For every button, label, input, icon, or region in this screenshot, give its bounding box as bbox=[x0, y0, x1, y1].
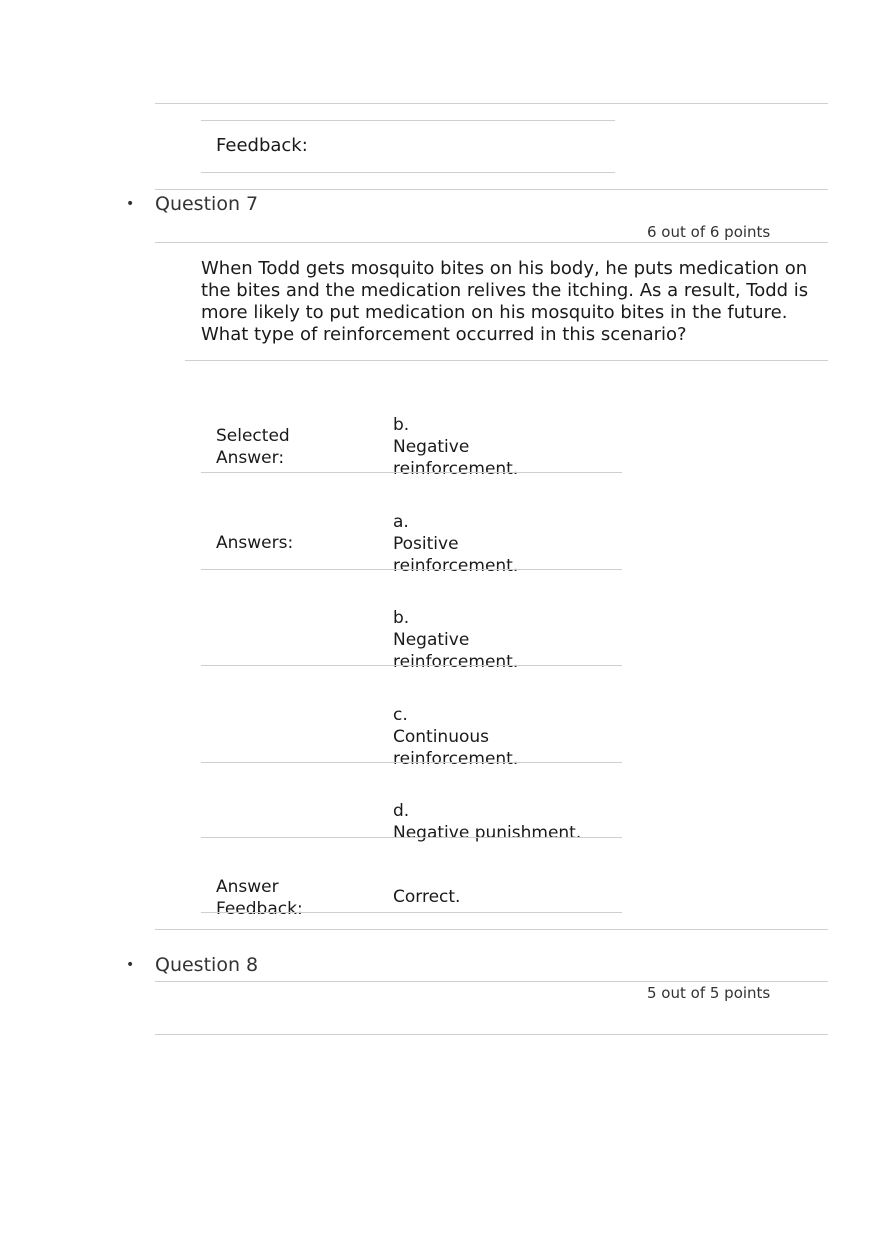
divider bbox=[185, 360, 828, 361]
question-7-prompt: When Todd gets mosquito bites on his body, he puts medication on the bites and the medication relives the itching. As a result, Todd is more likely to put medication on his mosquito bites in the future. What type of reinforcement occurred in this scenario? bbox=[201, 258, 809, 345]
divider bbox=[155, 929, 828, 930]
selected-answer-letter: b. bbox=[393, 415, 410, 435]
divider bbox=[201, 762, 622, 763]
divider bbox=[201, 912, 622, 913]
selected-answer-text: Negative reinforcement. bbox=[393, 437, 519, 479]
divider bbox=[201, 569, 622, 570]
answer-option-letter: d. bbox=[393, 801, 410, 821]
answer-option-text: Negative reinforcement. bbox=[393, 630, 519, 672]
divider bbox=[155, 1034, 828, 1035]
divider bbox=[201, 665, 622, 666]
list-bullet: • bbox=[126, 196, 135, 212]
divider bbox=[201, 837, 622, 838]
divider bbox=[155, 103, 828, 104]
answer-feedback-label: Answer Feedback: bbox=[216, 877, 303, 919]
answers-label: Answers: bbox=[216, 533, 294, 553]
question-7-title: Question 7 bbox=[155, 193, 259, 215]
answer-option-text: Continuous reinforcement. bbox=[393, 727, 519, 769]
divider bbox=[201, 120, 615, 121]
divider bbox=[155, 981, 828, 982]
answer-option-letter: a. bbox=[393, 512, 409, 532]
question-7-points: 6 out of 6 points bbox=[647, 223, 771, 241]
divider bbox=[155, 242, 828, 243]
divider bbox=[201, 172, 615, 173]
answer-option-text: Negative punishment. bbox=[393, 823, 582, 843]
question-8-title: Question 8 bbox=[155, 954, 259, 976]
answer-option-letter: c. bbox=[393, 705, 408, 725]
answer-option-text: Positive reinforcement. bbox=[393, 534, 519, 576]
feedback-label: Feedback: bbox=[216, 135, 308, 156]
selected-answer-label: Selected Answer: bbox=[216, 426, 290, 468]
answer-feedback-value: Correct. bbox=[393, 887, 461, 907]
answer-option-letter: b. bbox=[393, 608, 410, 628]
question-8-points: 5 out of 5 points bbox=[647, 984, 771, 1002]
divider bbox=[201, 472, 622, 473]
list-bullet: • bbox=[126, 957, 135, 973]
divider bbox=[155, 189, 828, 190]
